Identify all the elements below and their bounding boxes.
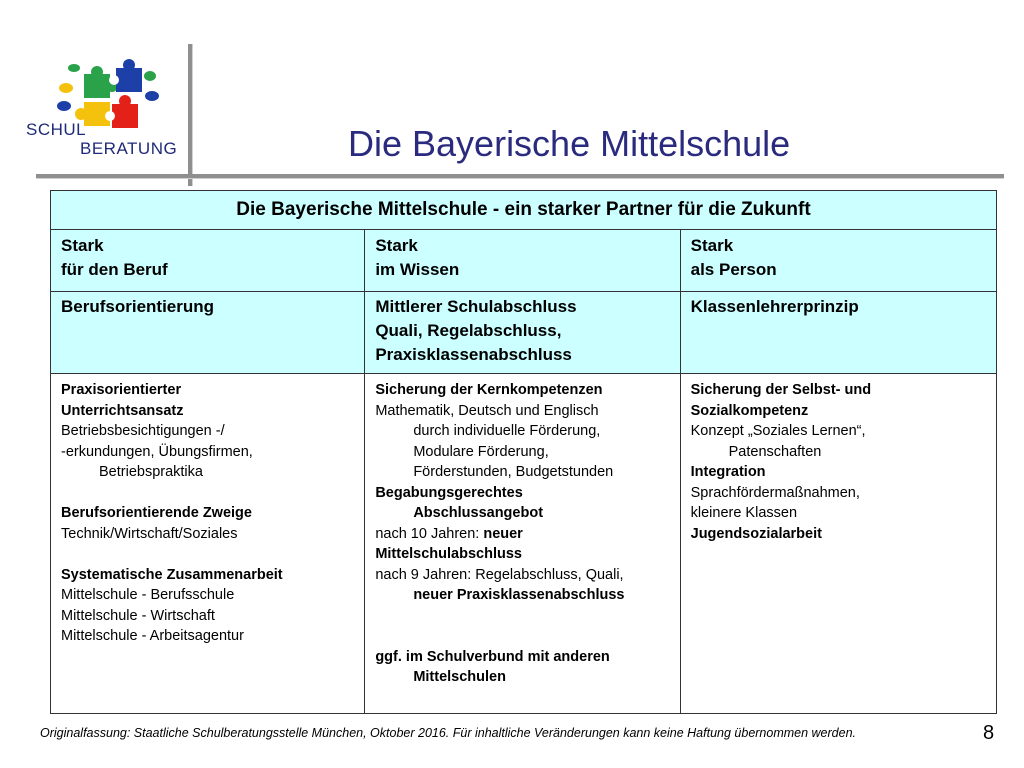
spacer (375, 606, 669, 647)
topic-cell-person (680, 292, 996, 374)
topic-line: Praxisklassenabschluss (375, 345, 572, 364)
column-head-line: Stark (690, 236, 734, 255)
detail-line: Förderstunden, Budgetstunden (413, 464, 614, 480)
detail-line: Praxisorientierter (61, 382, 182, 398)
detail-line: Mittelschulen (413, 669, 506, 685)
detail-line: Betriebspraktika (99, 464, 203, 480)
details-cell-beruf (51, 374, 365, 714)
topic-cell-wissen (365, 292, 680, 374)
detail-line: kleinere Klassen (690, 505, 798, 521)
topic-line: Mittlerer Schulabschluss (375, 297, 577, 316)
detail-line: Sozialkompetenz (690, 402, 809, 419)
detail-line: Unterrichtsansatz (61, 402, 184, 419)
detail-line: Berufsorientierende Zweige (61, 505, 252, 521)
column-head-wissen (365, 230, 680, 292)
detail-line: Mathematik, Deutsch und Englisch (375, 402, 599, 419)
detail-line: Mittelschule - Berufsschule (61, 587, 235, 603)
detail-line: Technik/Wirtschaft/Soziales (61, 525, 238, 542)
detail-line: Mittelschule - Arbeitsagentur (61, 628, 244, 644)
detail-line: Systematische Zusammenarbeit (61, 566, 283, 583)
detail-line: Betriebsbesichtigungen -/ (61, 423, 225, 439)
column-head-line: für den Beruf (61, 260, 168, 279)
schulberatung-logo (22, 58, 182, 163)
detail-line: Mittelschule - Wirtschaft (61, 607, 215, 624)
table-header: Die Bayerische Mittelschule - ein starker Partner für die Zukunft (51, 191, 997, 230)
detail-line: ggf. im Schulverbund mit anderen (375, 648, 610, 665)
detail-line: Begabungsgerechtes (375, 484, 523, 501)
detail-line (375, 524, 669, 545)
page-number: 8 (983, 722, 995, 744)
column-head-line: im Wissen (375, 260, 460, 279)
horizontal-divider (36, 174, 1004, 179)
slide-title: Die Bayerische Mittelschule (348, 123, 791, 164)
topic-line: Klassenlehrerprinzip (690, 297, 859, 316)
spacer (61, 483, 354, 504)
detail-line: Abschlussangebot (413, 505, 544, 521)
topic-line: Quali, Regelabschluss, (375, 321, 562, 340)
detail-line: Sicherung der Kernkompetenzen (375, 382, 603, 398)
detail-line: Sicherung der Selbst- und (690, 382, 872, 398)
details-cell-person (680, 374, 996, 714)
logo-text-beratung: BERATUNG (80, 139, 178, 158)
detail-line: -erkundungen, Übungsfirmen, (61, 443, 253, 460)
detail-line: durch individuelle Förderung, (413, 423, 601, 439)
spacer (61, 544, 354, 565)
details-cell-wissen (365, 374, 680, 714)
column-head-line: Stark (61, 236, 104, 255)
detail-line: Jugendsozialarbeit (690, 525, 822, 542)
detail-line: Sprachfördermaßnahmen, (690, 484, 860, 501)
detail-line-bold: neuer (483, 525, 523, 542)
topic-cell-beruf (51, 292, 365, 374)
detail-line: Mittelschulabschluss (375, 546, 522, 562)
detail-line: nach 9 Jahren: Regelabschluss, Quali, (375, 566, 624, 583)
column-head-beruf (51, 230, 365, 292)
detail-line: neuer Praxisklassenabschluss (413, 587, 625, 603)
detail-line: Modulare Förderung, (413, 443, 549, 460)
detail-line: Konzept „Soziales Lernen“, (690, 423, 866, 439)
column-head-line: als Person (690, 260, 777, 279)
logo-text-schul: SCHUL (26, 120, 87, 139)
column-head-line: Stark (375, 236, 418, 255)
detail-line-text: nach 10 Jahren: (375, 525, 484, 542)
topic-line: Berufsorientierung (61, 297, 215, 316)
vertical-divider (188, 44, 193, 186)
detail-line: Integration (690, 464, 766, 480)
footer-note: Originalfassung: Staatliche Schulberatungsstelle München, Oktober 2016. Für inhaltliche Veränderungen kann keine Haftung übernommen werden. (40, 726, 857, 740)
column-head-person (680, 230, 996, 292)
detail-line: Patenschaften (728, 443, 822, 460)
overview-table (50, 190, 997, 714)
